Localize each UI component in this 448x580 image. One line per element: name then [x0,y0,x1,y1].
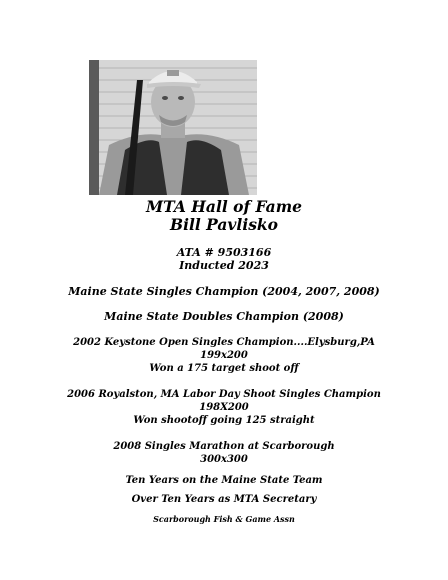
ata-number: ATA # 9503166 [176,246,272,259]
page-title: MTA Hall of Fame [146,197,302,216]
achievement-line: 2006 Royalston, MA Labor Day Shoot Singles Champion [67,389,381,400]
achievement-line: Over Ten Years as MTA Secretary [131,494,317,505]
achievement-line: Won shootoff going 125 straight [133,415,315,426]
achievement-line: Maine State Singles Champion (2004, 2007, 2008) [68,285,380,298]
achievement-line: 300x300 [200,454,248,465]
achievement-line: 2002 Keystone Open Singles Champion....Elysburg,PA [73,337,375,348]
achievement-line: Ten Years on the Maine State Team [125,475,323,486]
induction-year: Inducted 2023 [179,259,269,272]
achievement-line: 198X200 [199,402,249,413]
achievement-line: Won a 175 target shoot off [149,363,299,374]
club-name: Scarborough Fish & Game Assn [153,514,295,524]
achievement-line: 199x200 [200,350,248,361]
portrait-photo [89,60,257,195]
achievement-line: 2008 Singles Marathon at Scarborough [113,441,335,452]
achievement-line: Maine State Doubles Champion (2008) [104,310,344,323]
inductee-name: Bill Pavlisko [169,215,279,234]
